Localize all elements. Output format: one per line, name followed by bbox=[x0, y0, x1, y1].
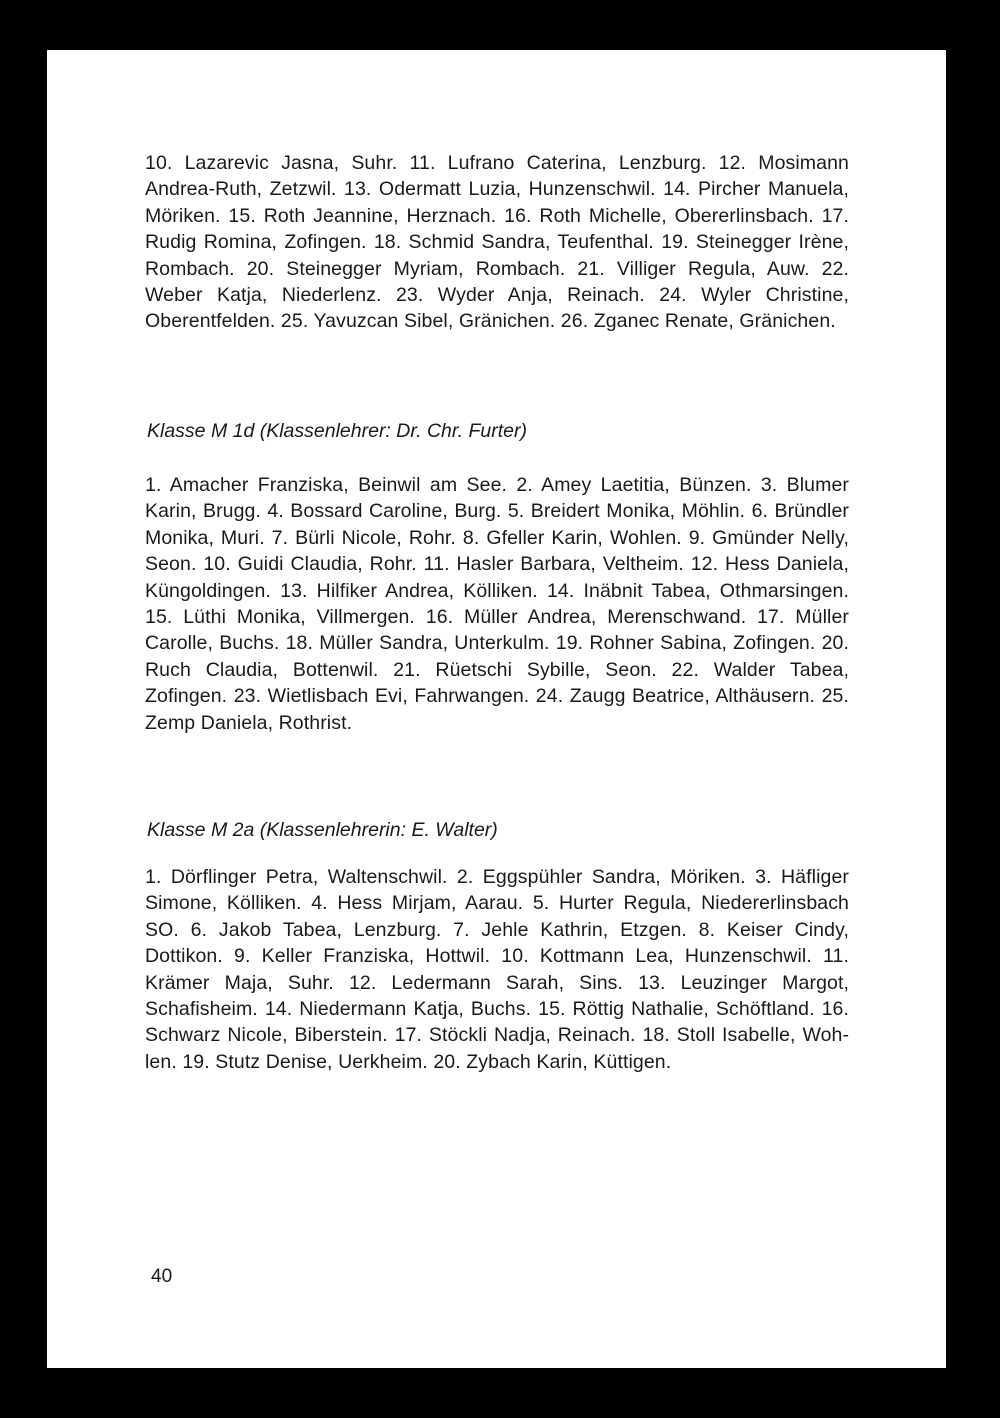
class-heading-m1d: Klasse M 1d (Klassenlehrer: Dr. Chr. Furter) bbox=[147, 420, 527, 442]
student-list-m1d: 1. Amacher Franziska, Beinwil am See. 2. Amey Laetitia, Bünzen. 3. Blumer Karin, Brugg. 4. Bossard Caroline, Burg. 5. Breidert Monika, Möhlin. 6. Bründler Monika, Muri. 7. Bürli Nicole, Rohr. 8. Gfeller Karin, Wohlen. 9. Gmünder Nelly, Seon. 10. Guidi Claudia, Rohr. 11. Hasler Barbara, Veltheim. 12. Hess Daniela, Küngoldingen. 13. Hilfiker Andrea, Kölliken. 14. Inäbnit Tabea, Othmarsingen. 15. Lüthi Monika, Villmergen. 16. Müller Andrea, Merenschwand. 17. Müller Carolle, Buchs. 18. Müller Sandra, Unterkulm. 19. Rohner Sabina, Zofingen. 20. Ruch Claudia, Bottenwil. 21. Rüetschi Sybille, Seon. 22. Walder Tabea, Zofingen. 23. Wietlisbach Evi, Fahrwangen. 24. Zaugg Beatrice, Althäusern. 25. Zemp Daniela, Rothrist. bbox=[145, 474, 849, 734]
page-number: 40 bbox=[151, 1266, 173, 1287]
student-list-m2a: 1. Dörflinger Petra, Waltenschwil. 2. Eggspühler Sandra, Möriken. 3. Häfliger Simone, Kölliken. 4. Hess Mirjam, Aarau. 5. Hurter Regula, Niedererlinsbach SO. 6. Jakob Tabea, Lenzburg. 7. Jehle Kathrin, Etzgen. 8. Keiser Cindy, Dottikon. 9. Keller Franziska, Hottwil. 10. Kottmann Lea, Hunzenschwil. 11. Krämer Maja, Suhr. 12. Ledermann Sarah, Sins. 13. Leuzinger Margot, Schafisheim. 14. Niedermann Katja, Buchs. 15. Röttig Nathalie, Schöftland. 16. Schwarz Nicole, Biberstein. 17. Stöckli Nadja, Reinach. 18. Stoll Isabelle, Wohlen. 19. Stutz Denise, Uerkheim. 20. Zybach Karin, Küttigen. bbox=[145, 866, 849, 1073]
class-heading-m2a: Klasse M 2a (Klassenlehrerin: E. Walter) bbox=[147, 819, 498, 841]
student-list-paragraph: 10. Lazarevic Jasna, Suhr. 11. Lufrano Caterina, Lenzburg. 12. Mosimann Andrea-Ruth, Zetzwil. 13. Odermatt Luzia, Hunzenschwil. 14. Pircher Manuela, Möriken. 15. Roth Jeannine, Herznach. 16. Roth Michelle, Obererlinsbach. 17. Rudig Romina, Zofingen. 18. Schmid Sandra, Teufenthal. 19. Steinegger Irène, Rombach. 20. Steinegger Myriam, Rombach. 21. Villiger Regula, Auw. 22. Weber Katja, Niederlenz. 23. Wyder Anja, Reinach. 24. Wyler Christine, Oberentfelden. 25. Yavuzcan Sibel, Gränichen. 26. Zganec Renate, Gränichen. bbox=[145, 152, 849, 333]
document-page bbox=[47, 50, 946, 1368]
